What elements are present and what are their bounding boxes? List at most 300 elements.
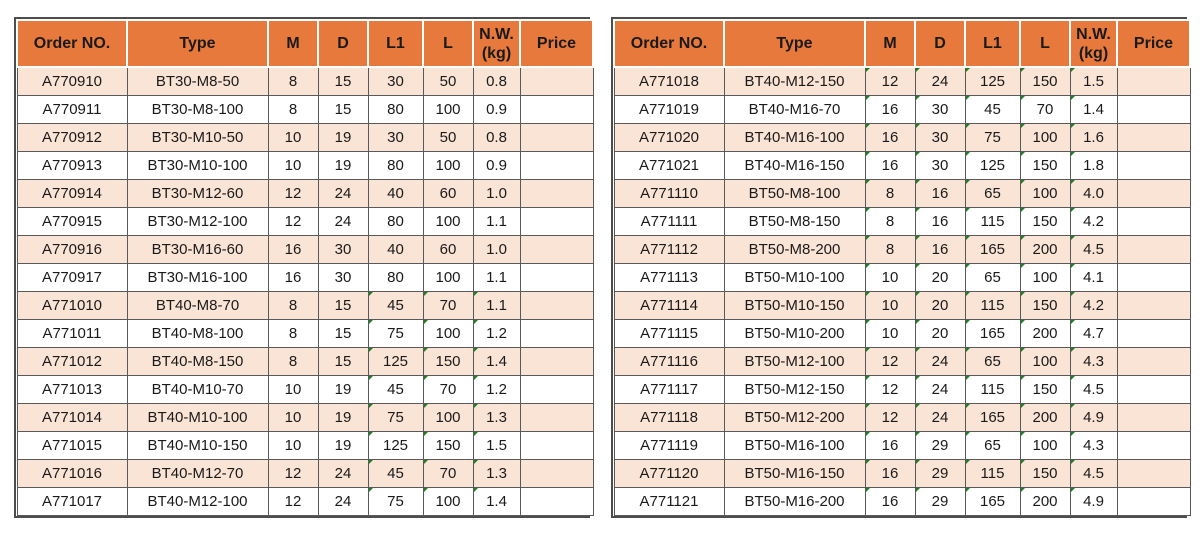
column-header-type — [127, 20, 268, 67]
cell-type: BT40-M16-100 — [724, 124, 865, 152]
table-row — [17, 180, 593, 208]
cell-type: BT50-M16-200 — [724, 488, 865, 516]
table-row — [17, 208, 593, 236]
table-header — [614, 20, 1190, 67]
cell-l1: 75 — [368, 488, 423, 516]
column-header-label: Order NO. — [33, 35, 111, 52]
cell-price — [1117, 348, 1190, 376]
table-body — [614, 67, 1190, 516]
table-row — [17, 404, 593, 432]
cell-d: 30 — [318, 236, 368, 264]
cell-nw: 1.0 — [473, 180, 520, 208]
cell-order_no: A771016 — [17, 460, 127, 488]
cell-nw: 1.1 — [473, 208, 520, 236]
cell-l1: 30 — [368, 124, 423, 152]
cell-nw: 1.2 — [473, 320, 520, 348]
cell-l1: 165 — [965, 236, 1020, 264]
cell-l1: 80 — [368, 152, 423, 180]
cell-l: 70 — [423, 292, 473, 320]
cell-m: 8 — [865, 236, 915, 264]
cell-d: 19 — [318, 432, 368, 460]
table-row — [17, 460, 593, 488]
table-row — [17, 264, 593, 292]
cell-l1: 125 — [965, 152, 1020, 180]
cell-price — [520, 67, 593, 96]
column-header-price — [1117, 20, 1190, 67]
cell-price — [520, 208, 593, 236]
table-row — [17, 376, 593, 404]
cell-price — [1117, 320, 1190, 348]
cell-type: BT40-M16-70 — [724, 96, 865, 124]
cell-order_no: A770914 — [17, 180, 127, 208]
table-row — [614, 376, 1190, 404]
cell-price — [1117, 67, 1190, 96]
cell-nw: 4.9 — [1070, 404, 1117, 432]
table-row — [614, 348, 1190, 376]
cell-order_no: A770911 — [17, 96, 127, 124]
column-header-l1 — [368, 20, 423, 67]
cell-type: BT30-M8-100 — [127, 96, 268, 124]
cell-d: 19 — [318, 124, 368, 152]
cell-order_no: A770910 — [17, 67, 127, 96]
table-row — [614, 488, 1190, 516]
cell-l: 60 — [423, 180, 473, 208]
cell-l1: 115 — [965, 208, 1020, 236]
cell-l1: 75 — [368, 404, 423, 432]
cell-l: 50 — [423, 67, 473, 96]
cell-order_no: A771010 — [17, 292, 127, 320]
cell-l: 100 — [423, 488, 473, 516]
cell-m: 12 — [865, 376, 915, 404]
cell-price — [1117, 152, 1190, 180]
cell-price — [1117, 208, 1190, 236]
cell-order_no: A771119 — [614, 432, 724, 460]
cell-nw: 1.6 — [1070, 124, 1117, 152]
cell-order_no: A770913 — [17, 152, 127, 180]
cell-l: 150 — [423, 348, 473, 376]
cell-l1: 125 — [368, 432, 423, 460]
cell-l: 100 — [423, 96, 473, 124]
column-header-label: Type — [179, 35, 216, 52]
cell-price — [1117, 124, 1190, 152]
column-header-price — [520, 20, 593, 67]
cell-l: 100 — [1020, 264, 1070, 292]
cell-l: 70 — [423, 376, 473, 404]
cell-type: BT50-M8-100 — [724, 180, 865, 208]
column-header-l — [1020, 20, 1070, 67]
column-header-nw — [473, 20, 520, 67]
cell-l1: 80 — [368, 208, 423, 236]
cell-price — [520, 180, 593, 208]
cell-d: 29 — [915, 460, 965, 488]
table-row — [614, 404, 1190, 432]
cell-d: 24 — [915, 67, 965, 96]
cell-price — [1117, 432, 1190, 460]
cell-l1: 75 — [368, 320, 423, 348]
cell-type: BT40-M8-70 — [127, 292, 268, 320]
cell-d: 29 — [915, 432, 965, 460]
cell-d: 19 — [318, 404, 368, 432]
cell-price — [520, 96, 593, 124]
cell-l1: 45 — [965, 96, 1020, 124]
cell-type: BT30-M16-60 — [127, 236, 268, 264]
column-header-label: D — [337, 35, 349, 52]
cell-l: 150 — [1020, 67, 1070, 96]
cell-order_no: A771112 — [614, 236, 724, 264]
cell-m: 10 — [865, 320, 915, 348]
table-row — [17, 236, 593, 264]
table-row — [17, 96, 593, 124]
cell-price — [520, 236, 593, 264]
cell-m: 10 — [268, 152, 318, 180]
cell-type: BT40-M12-70 — [127, 460, 268, 488]
cell-nw: 4.5 — [1070, 236, 1117, 264]
column-header-label: Price — [1133, 35, 1174, 52]
cell-nw: 1.1 — [473, 292, 520, 320]
cell-l: 150 — [1020, 208, 1070, 236]
cell-l1: 65 — [965, 180, 1020, 208]
cell-order_no: A771013 — [17, 376, 127, 404]
cell-l: 70 — [1020, 96, 1070, 124]
table-row — [614, 180, 1190, 208]
cell-price — [520, 404, 593, 432]
cell-l: 150 — [1020, 376, 1070, 404]
cell-nw: 4.1 — [1070, 264, 1117, 292]
cell-d: 16 — [915, 180, 965, 208]
cell-nw: 1.5 — [1070, 67, 1117, 96]
cell-d: 15 — [318, 320, 368, 348]
table-row — [17, 67, 593, 96]
cell-d: 20 — [915, 320, 965, 348]
column-header-sublabel: (kg) — [481, 44, 512, 62]
table-row — [614, 460, 1190, 488]
cell-nw: 1.4 — [473, 348, 520, 376]
cell-d: 30 — [915, 124, 965, 152]
cell-m: 12 — [865, 348, 915, 376]
cell-l: 150 — [1020, 292, 1070, 320]
cell-m: 8 — [268, 96, 318, 124]
cell-nw: 1.4 — [1070, 96, 1117, 124]
cell-type: BT50-M12-200 — [724, 404, 865, 432]
header-row — [614, 20, 1190, 67]
cell-type: BT30-M10-100 — [127, 152, 268, 180]
cell-price — [520, 124, 593, 152]
cell-l1: 65 — [965, 348, 1020, 376]
cell-l: 100 — [423, 404, 473, 432]
cell-l: 150 — [1020, 152, 1070, 180]
cell-l: 200 — [1020, 236, 1070, 264]
cell-m: 10 — [268, 404, 318, 432]
column-header-nw — [1070, 20, 1117, 67]
cell-type: BT40-M10-150 — [127, 432, 268, 460]
column-header-label: N.W. — [1076, 25, 1111, 43]
cell-d: 30 — [915, 152, 965, 180]
cell-m: 10 — [865, 292, 915, 320]
cell-price — [520, 320, 593, 348]
cell-m: 12 — [865, 67, 915, 96]
cell-d: 15 — [318, 292, 368, 320]
cell-order_no: A771015 — [17, 432, 127, 460]
table-row — [614, 292, 1190, 320]
cell-m: 8 — [268, 348, 318, 376]
cell-type: BT50-M10-150 — [724, 292, 865, 320]
cell-price — [1117, 96, 1190, 124]
cell-d: 24 — [318, 460, 368, 488]
cell-nw: 0.8 — [473, 67, 520, 96]
cell-l: 200 — [1020, 488, 1070, 516]
cell-nw: 1.1 — [473, 264, 520, 292]
cell-price — [520, 488, 593, 516]
cell-nw: 4.5 — [1070, 460, 1117, 488]
cell-price — [520, 376, 593, 404]
cell-nw: 4.7 — [1070, 320, 1117, 348]
cell-m: 16 — [268, 236, 318, 264]
column-header-label: L1 — [386, 35, 405, 52]
cell-l: 100 — [423, 208, 473, 236]
cell-l1: 45 — [368, 460, 423, 488]
cell-order_no: A771020 — [614, 124, 724, 152]
cell-l: 150 — [423, 432, 473, 460]
cell-order_no: A771111 — [614, 208, 724, 236]
table-row — [17, 432, 593, 460]
cell-m: 16 — [865, 152, 915, 180]
cell-order_no: A771021 — [614, 152, 724, 180]
cell-d: 20 — [915, 264, 965, 292]
cell-order_no: A771011 — [17, 320, 127, 348]
cell-m: 8 — [268, 320, 318, 348]
cell-l1: 30 — [368, 67, 423, 96]
cell-m: 8 — [865, 180, 915, 208]
cell-nw: 1.3 — [473, 460, 520, 488]
cell-l1: 125 — [965, 67, 1020, 96]
table-body — [17, 67, 593, 516]
cell-m: 16 — [865, 460, 915, 488]
cell-type: BT50-M10-100 — [724, 264, 865, 292]
cell-nw: 1.3 — [473, 404, 520, 432]
cell-m: 16 — [865, 488, 915, 516]
cell-l1: 165 — [965, 320, 1020, 348]
cell-order_no: A771117 — [614, 376, 724, 404]
column-header-sublabel: (kg) — [1078, 44, 1109, 62]
cell-m: 16 — [865, 432, 915, 460]
cell-m: 16 — [865, 96, 915, 124]
cell-l1: 115 — [965, 292, 1020, 320]
table-row — [614, 320, 1190, 348]
column-header-label: Type — [776, 35, 813, 52]
column-header-label: L — [443, 35, 453, 52]
cell-d: 16 — [915, 208, 965, 236]
cell-order_no: A771113 — [614, 264, 724, 292]
cell-l1: 80 — [368, 264, 423, 292]
cell-type: BT50-M12-100 — [724, 348, 865, 376]
cell-d: 30 — [318, 264, 368, 292]
cell-price — [520, 152, 593, 180]
column-header-label: Order NO. — [630, 35, 708, 52]
cell-order_no: A771115 — [614, 320, 724, 348]
cell-nw: 0.9 — [473, 152, 520, 180]
cell-price — [1117, 404, 1190, 432]
cell-d: 20 — [915, 292, 965, 320]
cell-d: 24 — [915, 348, 965, 376]
cell-type: BT40-M12-100 — [127, 488, 268, 516]
cell-nw: 1.0 — [473, 236, 520, 264]
column-header-order_no — [17, 20, 127, 67]
cell-m: 10 — [268, 124, 318, 152]
cell-order_no: A771120 — [614, 460, 724, 488]
header-row — [17, 20, 593, 67]
cell-l: 100 — [1020, 432, 1070, 460]
cell-d: 19 — [318, 376, 368, 404]
cell-m: 8 — [268, 67, 318, 96]
cell-nw: 4.5 — [1070, 376, 1117, 404]
cell-price — [1117, 488, 1190, 516]
cell-type: BT30-M12-100 — [127, 208, 268, 236]
cell-nw: 0.8 — [473, 124, 520, 152]
cell-order_no: A771012 — [17, 348, 127, 376]
cell-order_no: A771014 — [17, 404, 127, 432]
cell-type: BT40-M16-150 — [724, 152, 865, 180]
cell-order_no: A771118 — [614, 404, 724, 432]
cell-m: 10 — [268, 432, 318, 460]
cell-type: BT40-M8-100 — [127, 320, 268, 348]
cell-price — [1117, 292, 1190, 320]
cell-price — [520, 264, 593, 292]
cell-price — [520, 292, 593, 320]
cell-l: 100 — [423, 264, 473, 292]
cell-m: 8 — [268, 292, 318, 320]
cell-type: BT50-M8-200 — [724, 236, 865, 264]
cell-nw: 4.2 — [1070, 208, 1117, 236]
cell-l1: 115 — [965, 460, 1020, 488]
price-table-left — [14, 17, 590, 518]
cell-d: 29 — [915, 488, 965, 516]
cell-l: 100 — [1020, 124, 1070, 152]
cell-nw: 1.5 — [473, 432, 520, 460]
cell-type: BT50-M8-150 — [724, 208, 865, 236]
price-table-right — [611, 17, 1187, 518]
cell-order_no: A771116 — [614, 348, 724, 376]
cell-l1: 45 — [368, 376, 423, 404]
cell-price — [520, 348, 593, 376]
table-row — [614, 96, 1190, 124]
cell-l1: 115 — [965, 376, 1020, 404]
cell-m: 10 — [865, 264, 915, 292]
cell-order_no: A771121 — [614, 488, 724, 516]
cell-l: 200 — [1020, 320, 1070, 348]
column-header-label: D — [934, 35, 946, 52]
price-table — [613, 19, 1191, 516]
table-row — [614, 264, 1190, 292]
cell-d: 19 — [318, 152, 368, 180]
table-row — [614, 124, 1190, 152]
table-row — [614, 152, 1190, 180]
cell-l1: 40 — [368, 180, 423, 208]
table-row — [17, 292, 593, 320]
cell-d: 24 — [318, 180, 368, 208]
column-header-label: L1 — [983, 35, 1002, 52]
table-row — [614, 432, 1190, 460]
cell-nw: 4.3 — [1070, 348, 1117, 376]
column-header-label: M — [286, 35, 300, 52]
cell-l: 60 — [423, 236, 473, 264]
table-row — [17, 152, 593, 180]
cell-d: 30 — [915, 96, 965, 124]
cell-m: 12 — [268, 180, 318, 208]
cell-l1: 165 — [965, 404, 1020, 432]
cell-order_no: A771018 — [614, 67, 724, 96]
cell-order_no: A770912 — [17, 124, 127, 152]
cell-price — [1117, 376, 1190, 404]
cell-m: 16 — [865, 124, 915, 152]
cell-nw: 4.0 — [1070, 180, 1117, 208]
cell-price — [520, 460, 593, 488]
table-row — [17, 124, 593, 152]
cell-l: 70 — [423, 460, 473, 488]
cell-order_no: A771019 — [614, 96, 724, 124]
cell-price — [1117, 460, 1190, 488]
cell-l1: 125 — [368, 348, 423, 376]
cell-type: BT30-M8-50 — [127, 67, 268, 96]
cell-d: 15 — [318, 96, 368, 124]
cell-m: 12 — [268, 460, 318, 488]
cell-l: 100 — [423, 320, 473, 348]
cell-d: 24 — [915, 404, 965, 432]
table-row — [614, 236, 1190, 264]
cell-nw: 4.9 — [1070, 488, 1117, 516]
cell-m: 12 — [268, 488, 318, 516]
cell-price — [1117, 236, 1190, 264]
table-row — [17, 348, 593, 376]
column-header-l — [423, 20, 473, 67]
cell-price — [1117, 264, 1190, 292]
cell-m: 8 — [865, 208, 915, 236]
cell-order_no: A770916 — [17, 236, 127, 264]
column-header-label: M — [883, 35, 897, 52]
cell-d: 24 — [318, 208, 368, 236]
column-header-label: L — [1040, 35, 1050, 52]
cell-l: 100 — [1020, 348, 1070, 376]
cell-d: 24 — [915, 376, 965, 404]
cell-m: 16 — [268, 264, 318, 292]
cell-l: 100 — [1020, 180, 1070, 208]
cell-l1: 165 — [965, 488, 1020, 516]
column-header-m — [268, 20, 318, 67]
cell-l1: 80 — [368, 96, 423, 124]
cell-type: BT40-M12-150 — [724, 67, 865, 96]
column-header-l1 — [965, 20, 1020, 67]
column-header-m — [865, 20, 915, 67]
cell-d: 15 — [318, 348, 368, 376]
cell-order_no: A771110 — [614, 180, 724, 208]
cell-type: BT40-M8-150 — [127, 348, 268, 376]
cell-l1: 75 — [965, 124, 1020, 152]
table-row — [17, 488, 593, 516]
cell-m: 12 — [865, 404, 915, 432]
cell-type: BT50-M16-150 — [724, 460, 865, 488]
cell-type: BT50-M16-100 — [724, 432, 865, 460]
cell-order_no: A770917 — [17, 264, 127, 292]
cell-nw: 1.4 — [473, 488, 520, 516]
cell-l1: 40 — [368, 236, 423, 264]
table-row — [614, 67, 1190, 96]
cell-type: BT50-M10-200 — [724, 320, 865, 348]
cell-l: 100 — [423, 152, 473, 180]
cell-price — [1117, 180, 1190, 208]
table-row — [17, 320, 593, 348]
table-header — [17, 20, 593, 67]
cell-order_no: A771017 — [17, 488, 127, 516]
price-table — [16, 19, 594, 516]
